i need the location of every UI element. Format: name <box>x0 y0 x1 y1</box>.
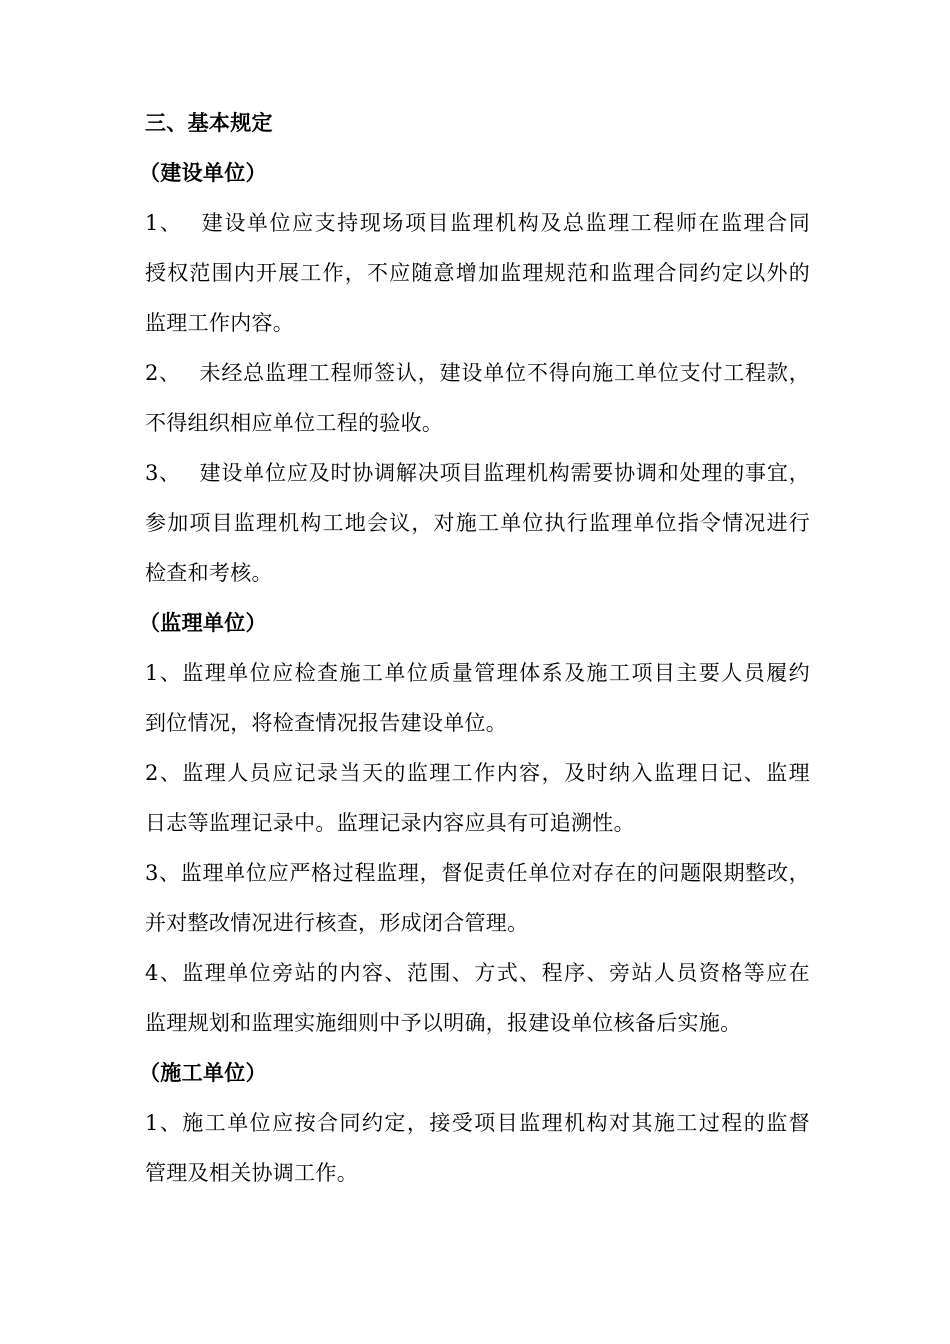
paragraph-line: 1、 建设单位应支持现场项目监理机构及总监理工程师在监理合同 <box>145 211 810 235</box>
paragraph-line: 3、监理单位应严格过程监理，督促责任单位对存在的问题限期整改， <box>145 861 811 885</box>
subsection-heading-supervision-unit: （监理单位） <box>139 610 267 635</box>
paragraph-line: 1、监理单位应检查施工单位质量管理体系及施工项目主要人员履约 <box>145 661 810 685</box>
paragraph-line: 检查和考核。 <box>145 561 273 585</box>
paragraph-line: 授权范围内开展工作，不应随意增加监理规范和监理合同约定以外的 <box>145 261 810 285</box>
paragraph-line: 参加项目监理机构工地会议，对施工单位执行监理单位指令情况进行 <box>145 511 810 535</box>
paragraph-line: 监理规划和监理实施细则中予以明确，报建设单位核备后实施。 <box>145 1011 742 1035</box>
item-number: 2、 <box>145 361 182 385</box>
paragraph-line: 1、施工单位应按合同约定，接受项目监理机构对其施工过程的监督 <box>145 1111 810 1135</box>
paragraph-line: 管理及相关协调工作。 <box>145 1161 358 1185</box>
paragraph-line: 4、监理单位旁站的内容、范围、方式、程序、旁站人员资格等应在 <box>145 961 810 985</box>
subsection-heading-contractor: （施工单位） <box>139 1060 267 1085</box>
section-title: 三、基本规定 <box>145 110 273 135</box>
subsection-heading-construction-unit: （建设单位） <box>139 160 267 185</box>
item-number: 2、 <box>145 761 183 785</box>
document-page <box>139 98 811 1198</box>
item-number: 1、 <box>145 1111 183 1135</box>
item-number: 4、 <box>145 961 183 985</box>
item-number: 3、 <box>145 861 181 885</box>
paragraph-line: 3、 建设单位应及时协调解决项目监理机构需要协调和处理的事宜， <box>145 461 810 485</box>
paragraph-line: 2、监理人员应记录当天的监理工作内容，及时纳入监理日记、监理 <box>145 761 810 785</box>
paragraph-line: 并对整改情况进行核查，形成闭合管理。 <box>145 911 529 935</box>
paragraph-line: 2、 未经总监理工程师签认，建设单位不得向施工单位支付工程款， <box>145 361 810 385</box>
item-number: 3、 <box>145 461 182 485</box>
paragraph-line: 日志等监理记录中。监理记录内容应具有可追溯性。 <box>145 811 635 835</box>
paragraph-line: 不得组织相应单位工程的验收。 <box>145 411 444 435</box>
item-number: 1、 <box>145 211 183 235</box>
paragraph-line: 到位情况，将检查情况报告建设单位。 <box>145 711 508 735</box>
paragraph-line: 监理工作内容。 <box>145 311 295 335</box>
item-number: 1、 <box>145 661 183 685</box>
